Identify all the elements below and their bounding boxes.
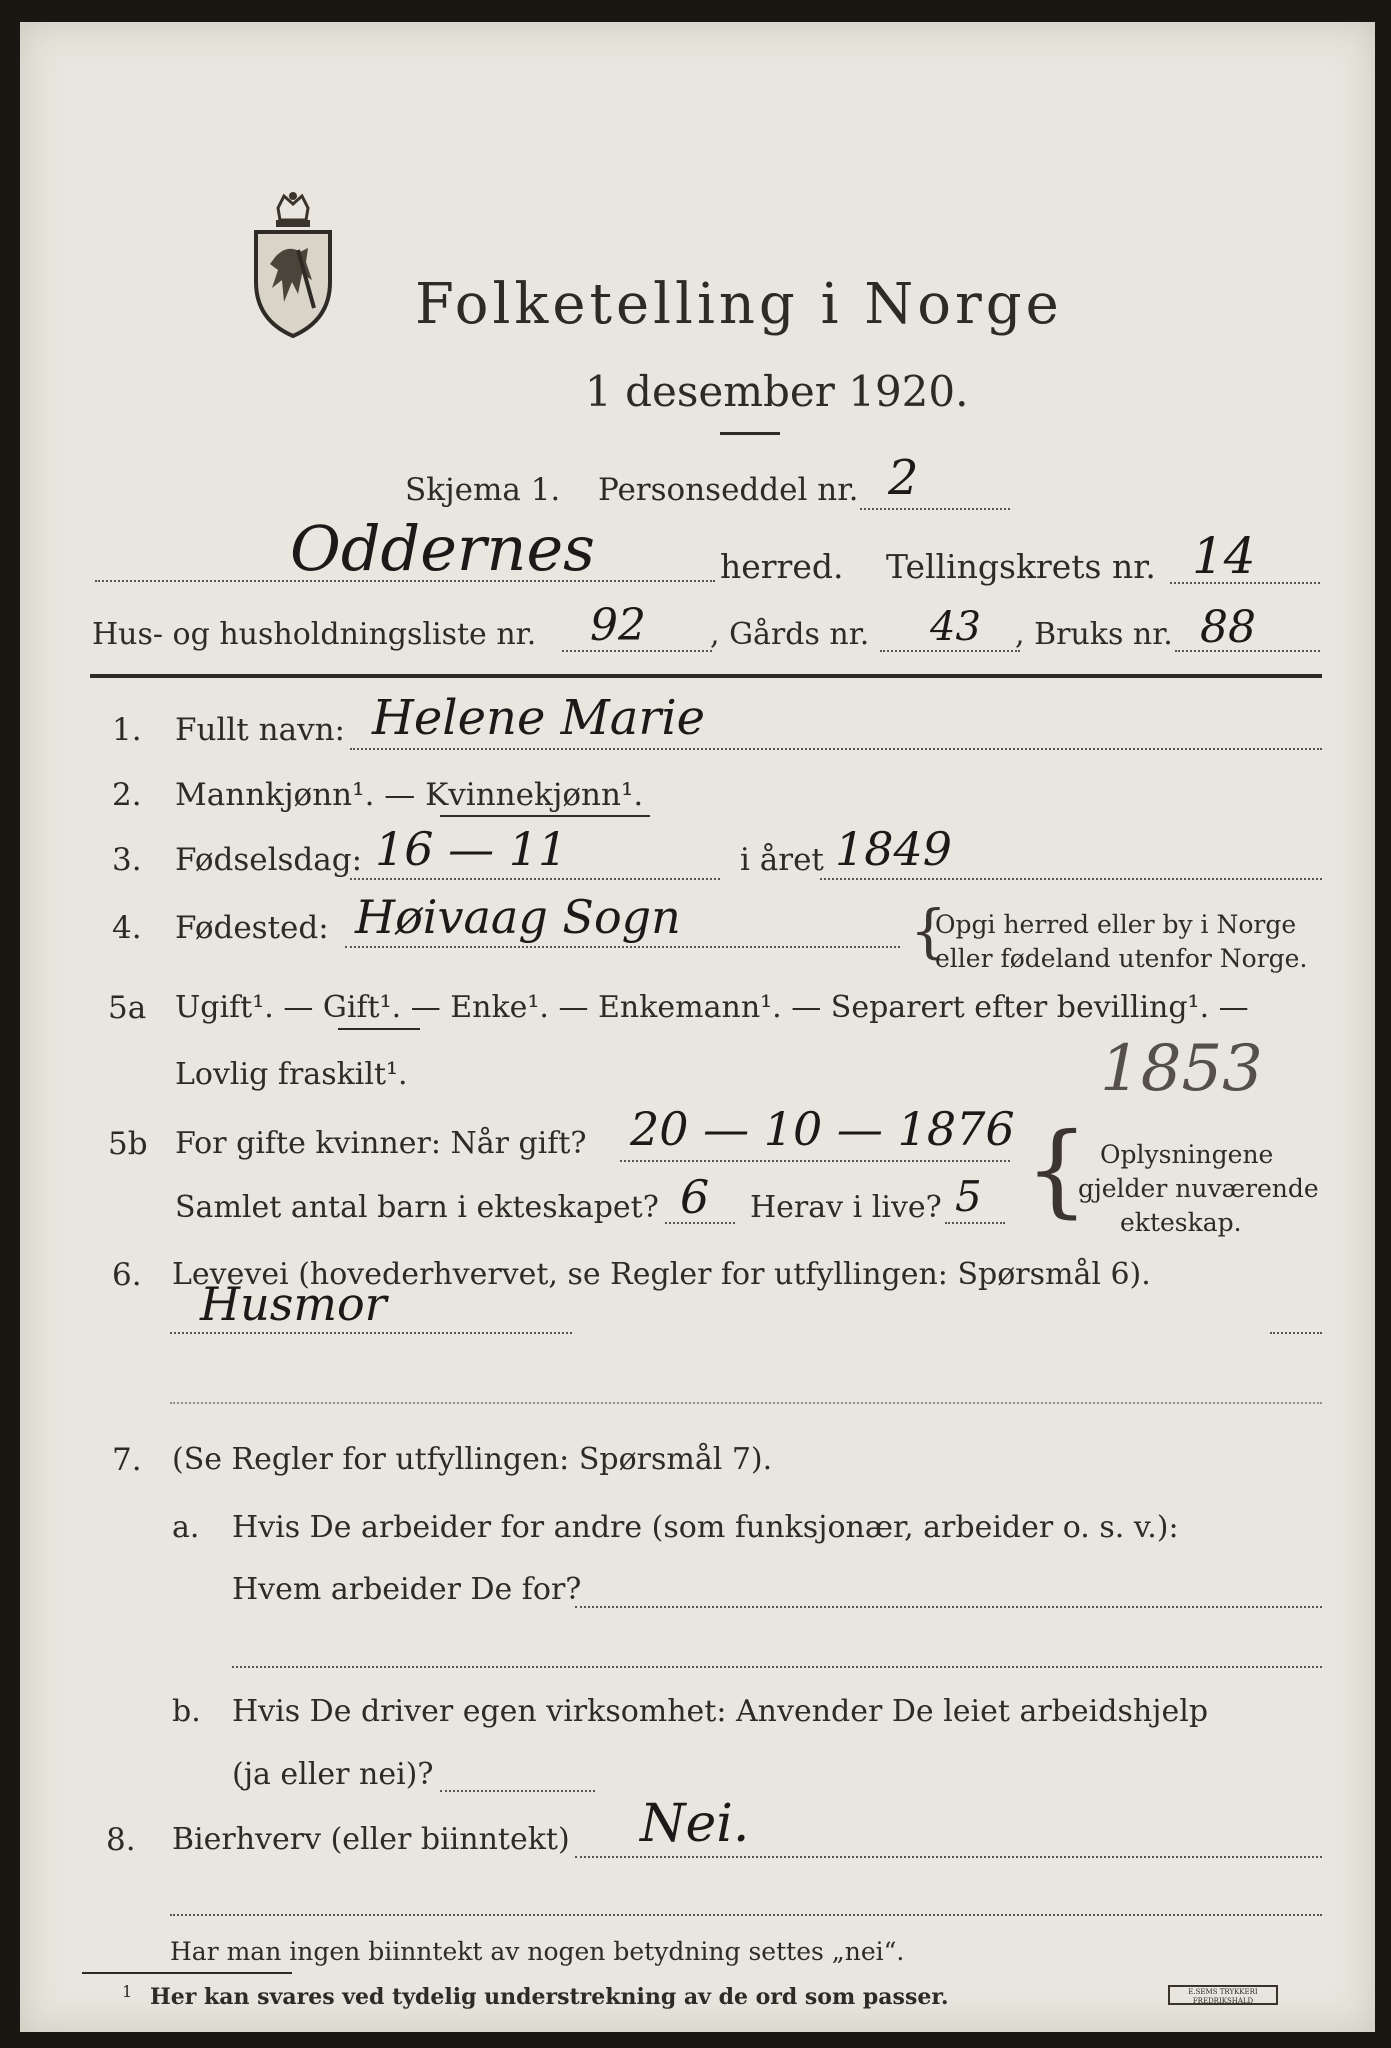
q5b-brace: {	[1025, 1111, 1089, 1228]
tellingskrets-label: Tellingskrets nr.	[886, 547, 1156, 586]
q1-line	[350, 748, 1322, 750]
q5b-live-line	[945, 1222, 1005, 1224]
q5b-note-line1: Oplysningene	[1100, 1140, 1274, 1169]
q7-number: 7.	[112, 1442, 142, 1478]
q3-year-line	[820, 878, 1322, 880]
q1-number: 1.	[112, 712, 142, 748]
q7a-line1: Hvis De arbeider for andre (som funksjonær, arbeider o. s. v.):	[232, 1510, 1179, 1545]
footnote-rule	[82, 1972, 292, 1974]
q7-label: (Se Regler for utfyllingen: Spørsmål 7).	[172, 1442, 773, 1477]
form-title: Folketelling i Norge	[415, 272, 1063, 337]
tellingskrets-value: 14	[1192, 527, 1256, 585]
bruks-label: , Bruks nr.	[1015, 617, 1173, 652]
q5b-barn-value: 6	[680, 1170, 710, 1224]
q8-number: 8.	[106, 1822, 136, 1858]
q4-number: 4.	[112, 910, 142, 946]
title-rule	[720, 432, 780, 435]
q5b-line	[620, 1160, 1010, 1162]
q5a-margin-note: 1853	[1100, 1032, 1263, 1106]
personseddel-line	[860, 508, 1010, 510]
q6-number: 6.	[112, 1257, 142, 1293]
q5b-barn-label: Samlet antal barn i ekteskapet?	[175, 1190, 659, 1225]
q8-line	[575, 1856, 1322, 1858]
q3-number: 3.	[112, 842, 142, 878]
q8-label: Bierhverv (eller biinntekt)	[172, 1822, 570, 1857]
q1-label: Fullt navn:	[175, 712, 345, 748]
q6-label: Levevei (hovederhvervet, se Regler for utfyllingen: Spørsmål 6).	[172, 1257, 1151, 1292]
q8-line2	[170, 1914, 1322, 1916]
q5b-live-label: Herav i live?	[750, 1190, 942, 1225]
footnote-text: Her kan svares ved tydelig understrekning av de ord som passer.	[150, 1984, 949, 2010]
q5a-underline-gift	[338, 1028, 420, 1030]
q5b-number: 5b	[108, 1126, 148, 1162]
footer-note: Har man ingen biinntekt av nogen betydning settes „nei“.	[170, 1937, 905, 1966]
q7b-answer-line	[440, 1790, 595, 1792]
bleed-through-text	[490, 137, 497, 162]
q1-value: Helene Marie	[372, 690, 706, 746]
q6-line2	[170, 1402, 1322, 1404]
q5b-live-value: 5	[955, 1172, 982, 1221]
gards-label: , Gårds nr.	[710, 617, 870, 652]
census-form-page	[20, 22, 1375, 2032]
q2-number: 2.	[112, 777, 142, 813]
q4-brace: {	[910, 897, 947, 965]
printer-stamp: E.SEMS TRYKKERI FREDRIKSHALD	[1168, 1985, 1278, 2005]
q3-value: 16 — 11	[375, 822, 568, 876]
q4-label: Fødested:	[175, 910, 329, 946]
q5b-note-line3: ekteskap.	[1120, 1208, 1242, 1237]
q3-day-line	[350, 878, 720, 880]
bruks-value: 88	[1200, 602, 1256, 653]
skjema-label: Skjema 1.	[405, 472, 561, 508]
q6-line	[170, 1332, 572, 1334]
q2-label: Mannkjønn¹. — Kvinnekjønn¹.	[175, 777, 644, 813]
q5b-note-line2: gjelder nuværende	[1078, 1174, 1319, 1203]
q4-value: Høivaag Sogn	[355, 890, 681, 944]
q4-note-line2: eller fødeland utenfor Norge.	[935, 944, 1308, 973]
q5a-line2: Lovlig fraskilt¹.	[175, 1057, 408, 1092]
q7b-letter: b.	[172, 1694, 201, 1729]
q7b-line2: (ja eller nei)?	[232, 1757, 434, 1792]
herred-value: Oddernes	[290, 512, 595, 585]
q7a-letter: a.	[172, 1510, 200, 1545]
q7a-line2: Hvem arbeider De for?	[232, 1572, 582, 1607]
q3-year-label: i året	[740, 842, 824, 878]
gards-value: 43	[930, 604, 981, 650]
coat-of-arms-icon	[248, 190, 338, 340]
footnote-mark: 1	[122, 1982, 133, 2001]
personseddel-value: 2	[888, 450, 919, 506]
q4-note-line1: Opgi herred eller by i Norge	[935, 910, 1297, 939]
q7a-answer-line2	[232, 1666, 1322, 1668]
q6-value: Husmor	[200, 1277, 387, 1331]
husliste-label: Hus- og husholdningsliste nr.	[92, 617, 537, 652]
personseddel-label: Personseddel nr.	[598, 472, 859, 508]
q7a-answer-line1	[575, 1606, 1322, 1608]
header-rule	[90, 674, 1322, 678]
q7b-line1: Hvis De driver egen virksomhet: Anvender De leiet arbeidshjelp	[232, 1694, 1209, 1729]
q5b-value: 20 — 10 — 1876	[630, 1102, 1015, 1156]
q4-line	[345, 946, 900, 948]
q3-label: Fødselsdag:	[175, 842, 363, 878]
q6-line-right	[1270, 1332, 1322, 1334]
q5a-line1: Ugift¹. — Gift¹. — Enke¹. — Enkemann¹. — Separert efter bevilling¹. —	[175, 990, 1249, 1025]
husliste-value: 92	[590, 600, 646, 651]
form-date: 1 desember 1920.	[585, 367, 969, 416]
herred-label: herred.	[720, 547, 844, 586]
gards-line	[880, 650, 1020, 652]
q3-year: 1849	[835, 822, 953, 876]
q2-underline-kvinnekjonn	[440, 815, 650, 817]
q8-value: Nei.	[640, 1794, 750, 1854]
q5b-label: For gifte kvinner: Når gift?	[175, 1126, 587, 1161]
q5a-number: 5a	[108, 990, 147, 1026]
